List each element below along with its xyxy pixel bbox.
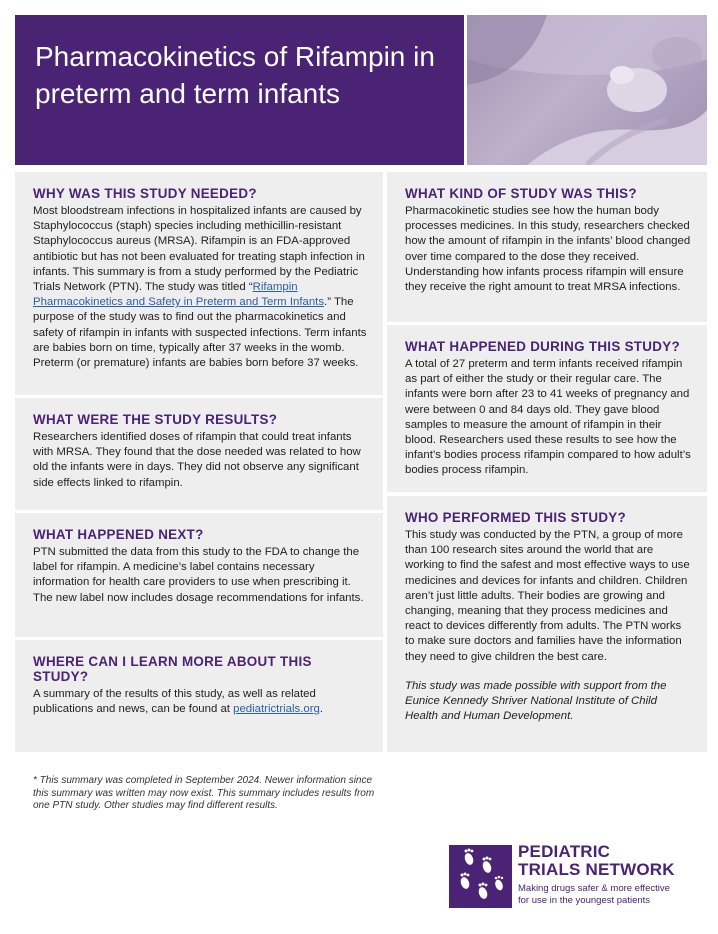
footnote: * This summary was completed in September 2024. Newer information since this summary was written may now exist. This summary includes results from one PTN study. Other studies may find different results. bbox=[33, 775, 375, 811]
body-text: . bbox=[319, 703, 324, 716]
section-kind-of-study bbox=[387, 172, 707, 322]
body-text: Most bloodstream infections in hospitalized infants are caused by Staphylococcus (staph) species including methicillin-resistant Staphylococcus aureus (MRSA). Rifampin is an FDA-approved antibiotic but has not been evaluated for treating staph infection in infants. This summary is from a study performed by the Pediatric Trials Network (PTN). The study was titled “ bbox=[33, 205, 365, 294]
section-heading: WHO PERFORMED THIS STUDY? bbox=[405, 510, 627, 525]
body-text: .” The purpose of the study was to find out the pharmacokinetics and safety of rifampin in infants with suspected infections. Term infants are babies born on time, typically after 37 weeks in the womb. Preterm (or premature) infants are babies born before 37 weeks. bbox=[33, 296, 367, 370]
section-heading: WHY WAS THIS STUDY NEEDED? bbox=[33, 186, 257, 201]
pediatrictrials-link[interactable]: pediatrictrials.org bbox=[233, 703, 320, 716]
tagline-line-2: for use in the youngest patients bbox=[518, 895, 651, 906]
logo-line-1: PEDIATRIC bbox=[518, 842, 611, 861]
logo-wordmark bbox=[518, 843, 675, 879]
section-body bbox=[33, 204, 369, 371]
page-title: Pharmacokinetics of Rifampin in preterm and term infants bbox=[35, 41, 435, 109]
tagline-line-1: Making drugs safer & more effective bbox=[518, 883, 670, 894]
section-during-study bbox=[387, 325, 707, 492]
infant-hand-image bbox=[467, 15, 707, 165]
section-heading: WHERE CAN I LEARN MORE ABOUT THIS STUDY? bbox=[33, 654, 312, 684]
body-text: A summary of the results of this study, as well as related publications and news, can be found at bbox=[33, 688, 316, 716]
section-learn-more bbox=[15, 640, 383, 752]
infant-hand-photo bbox=[467, 15, 707, 165]
logo-line-2: TRIALS NETWORK bbox=[518, 860, 675, 879]
section-body: Pharmacokinetic studies see how the human body processes medicines. In this study, researchers checked how the amount of rifampin in the infants’ blood changed over time compared to the dose they received. Understanding how infants process rifampin will ensure they receive the right amount to treat MRSA infections. bbox=[405, 205, 691, 294]
section-heading: WHAT HAPPENED DURING THIS STUDY? bbox=[405, 339, 680, 354]
section-body bbox=[33, 687, 369, 717]
section-heading: WHAT HAPPENED NEXT? bbox=[33, 527, 204, 542]
footprints-icon bbox=[449, 845, 512, 908]
section-why-needed bbox=[15, 172, 383, 395]
section-body: PTN submitted the data from this study to the FDA to change the label for rifampin. A medicine’s label contains necessary information for health care providers to use when prescribing it. The new label now includes dosage recommendations for infants. bbox=[33, 546, 364, 604]
title-banner bbox=[15, 15, 464, 165]
logo-tagline bbox=[518, 883, 670, 907]
section-body: Researchers identified doses of rifampin that could treat infants with MRSA. They found that the dose needed was related to how old the infants were in days. They did not observe any significant side effects linked to rifampin. bbox=[33, 431, 361, 489]
ptn-logo bbox=[449, 843, 704, 908]
section-what-happened-next bbox=[15, 513, 383, 637]
support-statement: This study was made possible with support from the Eunice Kennedy Shriver National Institute of Child Health and Human Development. bbox=[405, 679, 667, 723]
section-study-results bbox=[15, 398, 383, 510]
section-heading: WHAT WERE THE STUDY RESULTS? bbox=[33, 412, 278, 427]
section-body: A total of 27 preterm and term infants received rifampin as part of either the study or their regular care. The infants were born after 23 to 41 weeks of pregnancy and were between 0 and 84 days old. They gave blood samples to measure the amount of rifampin in their blood. Researchers used these results to see how the infant’s bodies process rifampin compared to how adult’s bodies process rifampin. bbox=[405, 358, 691, 477]
study-title-link[interactable]: Rifampin Pharmacokinetics and Safety in Preterm and Term Infants bbox=[33, 281, 325, 309]
section-heading: WHAT KIND OF STUDY WAS THIS? bbox=[405, 186, 637, 201]
section-body: This study was conducted by the PTN, a group of more than 100 research sites around the world that are working to find the safest and most effective ways to use medicines and devices for infants and children. Children aren’t just little adults. Their bodies are growing and changing, meaning that they process medicines and react to devices differently from adults. The PTN works to make sure doctors and families have the information they need to give children the best care. bbox=[405, 529, 690, 663]
section-who-performed bbox=[387, 496, 707, 752]
